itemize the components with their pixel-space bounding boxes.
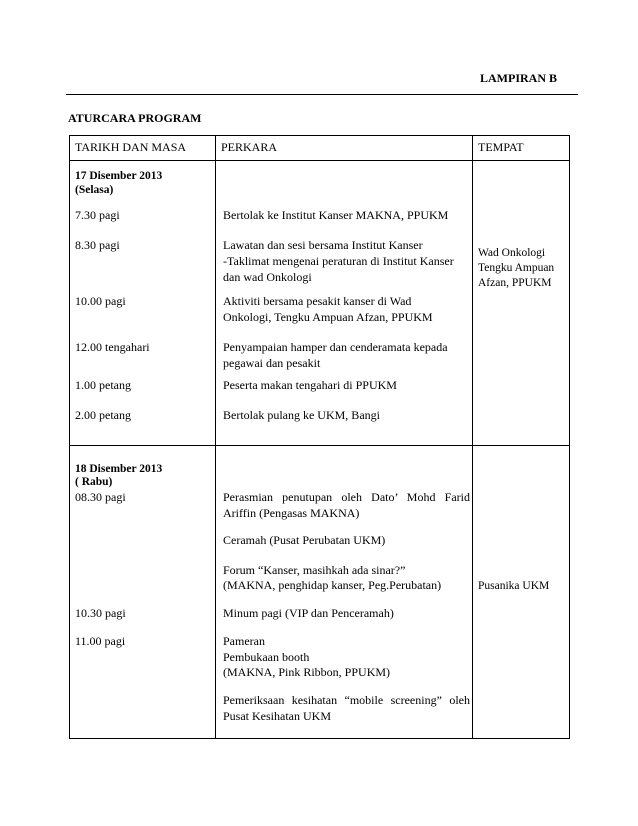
day2-item-1-line-2: Ariffin (Pengasas MAKNA) [223, 506, 360, 520]
day2-item-1-line-1-text: Perasmian penutupan oleh Dato’ Mohd Farid [223, 490, 470, 504]
day1-venue-cell [473, 161, 570, 446]
day2-item-1-line-1 [223, 489, 470, 505]
day1-item-5-line-1: Peserta makan tengahari di PPUKM [223, 378, 397, 392]
day2-item-cell [216, 446, 473, 739]
day2-date: 18 Disember 2013 [75, 463, 163, 475]
day2-item-5-line-2: Pembukaan booth [223, 650, 310, 664]
day1-venue-line-3: Afzan, PPUKM [478, 277, 552, 289]
day2-item-5-line-1: Pameran [223, 634, 265, 648]
document-title: ATURCARA PROGRAM [68, 111, 202, 125]
day1-item-2-line-2: -Taklimat mengenai peraturan di Institut Kanser [223, 254, 454, 268]
day2-item-2-line-1: Ceramah (Pusat Perubatan UKM) [223, 533, 386, 547]
day2-time-1: 08.30 pagi [75, 490, 126, 504]
table-row-day2 [70, 446, 570, 739]
day1-time-3: 10.00 pagi [75, 294, 126, 308]
schedule-table [69, 135, 570, 739]
day1-item-3-line-1: Aktiviti bersama pesakit kanser di Wad [223, 294, 412, 308]
day1-item-1-line-1: Bertolak ke Institut Kanser MAKNA, PPUKM [223, 208, 449, 222]
day2-item-6-line-1 [223, 692, 470, 708]
day1-time-cell [70, 161, 216, 446]
day2-item-3-line-1: Forum “Kanser, masihkah ada sinar?” [223, 563, 406, 577]
day1-time-4: 12.00 tengahari [75, 340, 150, 354]
day1-item-3-line-2: Onkologi, Tengku Ampuan Afzan, PPUKM [223, 310, 433, 324]
day1-time-5: 1.00 petang [75, 378, 131, 392]
day1-time-2: 8.30 pagi [75, 238, 120, 252]
day1-venue-line-2: Tengku Ampuan [478, 262, 555, 274]
day1-venue-line-1: Wad Onkologi [478, 247, 546, 259]
day2-item-6-line-1-text: Pemeriksaan kesihatan “mobile screening” oleh [223, 693, 470, 707]
day1-item-2-line-3: dan wad Onkologi [223, 270, 312, 284]
header-venue: TEMPAT [473, 136, 570, 161]
day1-time-1: 7.30 pagi [75, 208, 120, 222]
day2-item-5-line-3: (MAKNA, Pink Ribbon, PPUKM) [223, 665, 391, 679]
day1-date: 17 Disember 2013 [75, 170, 163, 182]
header-rule [66, 94, 578, 95]
day2-time-cell [70, 446, 216, 739]
day2-venue-cell [473, 446, 570, 739]
header-item: PERKARA [216, 136, 473, 161]
day1-item-cell [216, 161, 473, 446]
day1-item-4-line-1: Penyampaian hamper dan cenderamata kepada [223, 340, 448, 354]
appendix-label: LAMPIRAN B [480, 71, 557, 85]
day1-item-2-line-1: Lawatan dan sesi bersama Institut Kanser [223, 238, 423, 252]
day1-time-6: 2.00 petang [75, 408, 131, 422]
day2-venue: Pusanika UKM [478, 580, 550, 592]
table-row-day1 [70, 161, 570, 446]
day1-item-6-line-1: Bertolak pulang ke UKM, Bangi [223, 408, 380, 422]
day2-item-4-line-1: Minum pagi (VIP dan Penceramah) [223, 606, 394, 620]
day2-weekday: ( Rabu) [75, 476, 113, 488]
day2-item-3-line-2: (MAKNA, penghidap kanser, Peg.Perubatan) [223, 578, 442, 592]
header-date-time: TARIKH DAN MASA [70, 136, 216, 161]
day1-item-4-line-2: pegawai dan pesakit [223, 356, 321, 370]
day2-item-6-line-2: Pusat Kesihatan UKM [223, 709, 331, 723]
day2-time-5: 11.00 pagi [75, 634, 126, 648]
day2-time-4: 10.30 pagi [75, 606, 126, 620]
day1-weekday: (Selasa) [75, 184, 114, 196]
table-header-row [70, 136, 570, 161]
